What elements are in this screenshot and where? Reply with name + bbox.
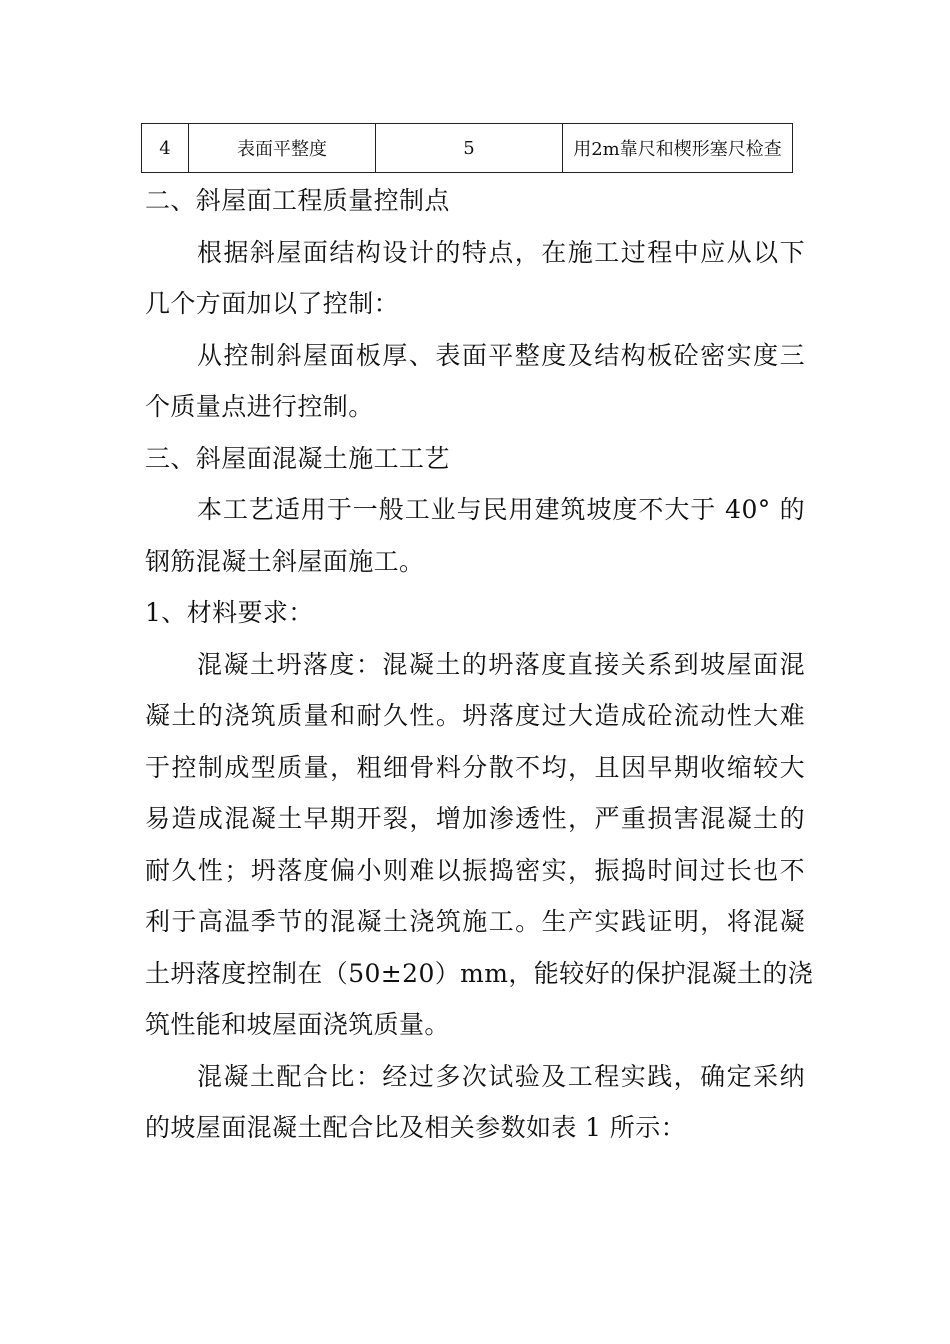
quality-check-table bbox=[141, 123, 793, 173]
paragraph-line: 凝土的浇筑质量和耐久性。坍落度过大造成砼流动性大难 bbox=[145, 701, 805, 730]
paragraph-line: 混凝土配合比：经过多次试验及工程实践，确定采纳 bbox=[197, 1061, 805, 1091]
paragraph-line: 根据斜屋面结构设计的特点，在施工过程中应从以下 bbox=[197, 237, 805, 267]
check-item-cell: 表面平整度 bbox=[189, 124, 376, 173]
section-heading: 二、斜屋面工程质量控制点 bbox=[145, 186, 450, 215]
tolerance-cell: 5 bbox=[376, 124, 563, 173]
paragraph-line: 的坡屋面混凝土配合比及相关参数如表 1 所示： bbox=[145, 1113, 687, 1142]
paragraph-line: 易造成混凝土早期开裂，增加渗透性，严重损害混凝土的 bbox=[145, 804, 805, 833]
paragraph-line: 钢筋混凝土斜屋面施工。 bbox=[145, 546, 425, 576]
paragraph-line: 于控制成型质量，粗细骨料分散不均，且因早期收缩较大 bbox=[145, 752, 805, 782]
paragraph-line: 土坍落度控制在（50±20）mm，能较好的保护混凝土的浇 bbox=[145, 958, 814, 988]
subsection-heading: 1、材料要求： bbox=[145, 598, 314, 627]
paragraph-line: 筑性能和坡屋面浇筑质量。 bbox=[145, 1010, 450, 1039]
paragraph-line: 混凝土坍落度：混凝土的坍落度直接关系到坡屋面混 bbox=[197, 649, 805, 679]
paragraph-line: 耐久性；坍落度偏小则难以振捣密实，振捣时间过长也不 bbox=[145, 855, 805, 885]
paragraph-line: 个质量点进行控制。 bbox=[145, 392, 374, 421]
paragraph-line: 几个方面加以了控制： bbox=[145, 289, 400, 318]
paragraph-line: 利于高温季节的混凝土浇筑施工。生产实践证明，将混凝 bbox=[145, 907, 805, 936]
inspection-method-cell: 用2m靠尺和楔形塞尺检查 bbox=[563, 124, 793, 173]
row-number-cell: 4 bbox=[142, 124, 189, 173]
section-heading: 三、斜屋面混凝土施工工艺 bbox=[145, 443, 450, 473]
body-text bbox=[145, 175, 814, 1154]
table-row bbox=[142, 124, 793, 173]
paragraph-line: 本工艺适用于一般工业与民用建筑坡度不大于 40° 的 bbox=[197, 495, 805, 524]
paragraph-line: 从控制斜屋面板厚、表面平整度及结构板砼密实度三 bbox=[197, 340, 805, 370]
